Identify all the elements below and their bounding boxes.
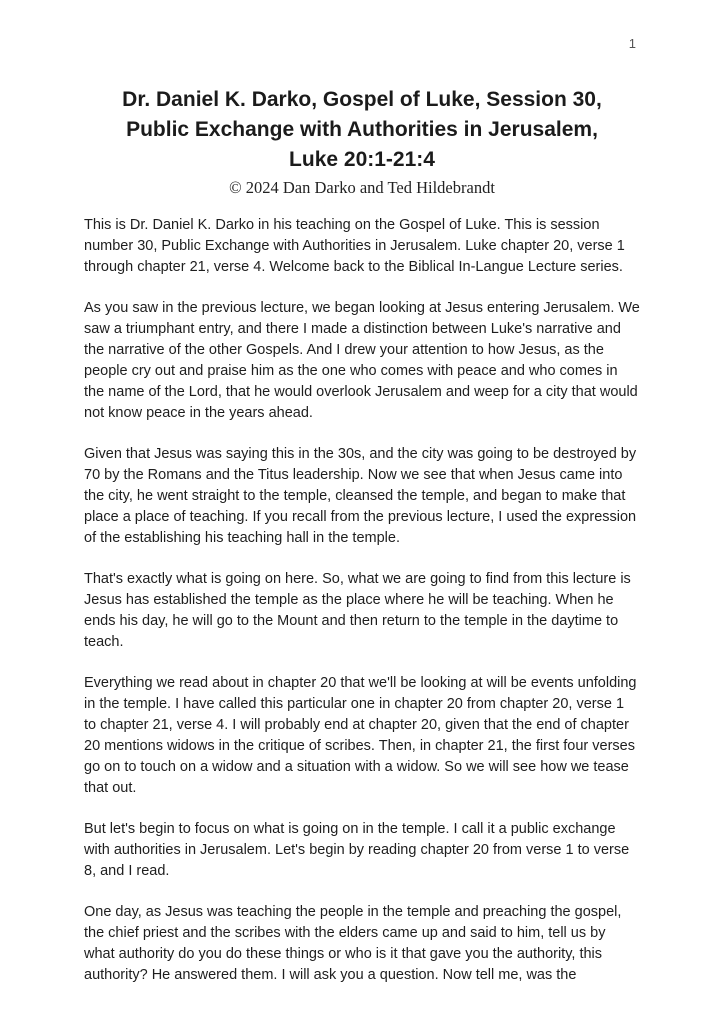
page-number: 1: [628, 36, 636, 51]
body-paragraph: But let's begin to focus on what is going on in the temple. I call it a public exchange with authorities in Jerusalem. Let's begin by reading chapter 20 from verse 1 to verse 8, and I read.: [84, 821, 630, 879]
document-title-line-1: Dr. Daniel K. Darko, Gospel of Luke, Session 30,: [122, 88, 602, 111]
body-paragraph: That's exactly what is going on here. So, what we are going to find from this lecture is Jesus has established the temple as the place where he will be teaching. When he ends his day, he will go to the Mount and then return to the temple in the daytime to teach.: [84, 571, 631, 650]
body-paragraph: This is Dr. Daniel K. Darko in his teaching on the Gospel of Luke. This is session number 30, Public Exchange with Authorities in Jerusalem. Luke chapter 20, verse 1 through chapter 21, verse 4. Welcome back to the Biblical In-Langue Lecture series.: [84, 217, 625, 275]
document-title-line-2: Public Exchange with Authorities in Jerusalem,: [126, 118, 598, 141]
body-paragraph: Everything we read about in chapter 20 that we'll be looking at will be events unfolding in the temple. I have called this particular one in chapter 20 from chapter 20, verse 1 to chapter 21, verse 4. I will probably end at chapter 20, given that the end of chapter 20 mentions widows in the critique of scribes. Then, in chapter 21, the first four verses go on to touch on a widow and a situation with a widow. So we will see how we tease that out.: [84, 675, 637, 796]
body-paragraph: One day, as Jesus was teaching the people in the temple and preaching the gospel, the chief priest and the scribes with the elders came up and said to him, tell us by what authority do you do these things or who is it that gave you the authority, this authority? He answered them. I will ask you a question. Now tell me, was the: [84, 904, 622, 983]
body-paragraph: As you saw in the previous lecture, we began looking at Jesus entering Jerusalem. We saw a triumphant entry, and there I made a distinction between Luke's narrative and the narrative of the other Gospels. And I drew your attention to how Jesus, as the people cry out and praise him as the one who comes with peace and who comes in the name of the Lord, that he would overlook Jerusalem and weep for a city that would not know peace in the years ahead.: [84, 300, 640, 421]
document-title-line-3: Luke 20:1-21:4: [289, 148, 435, 171]
copyright-line: © 2024 Dan Darko and Ted Hildebrandt: [229, 178, 495, 197]
body-paragraph: Given that Jesus was saying this in the 30s, and the city was going to be destroyed by 70 by the Romans and the Titus leadership. Now we see that when Jesus came into the city, he went straight to the temple, cleansed the temple, and began to make that place a place of teaching. If you recall from the previous lecture, I used the expression of the establishing his teaching hall in the temple.: [84, 446, 637, 546]
document-title: [54, 85, 670, 175]
document-body: [84, 215, 640, 986]
